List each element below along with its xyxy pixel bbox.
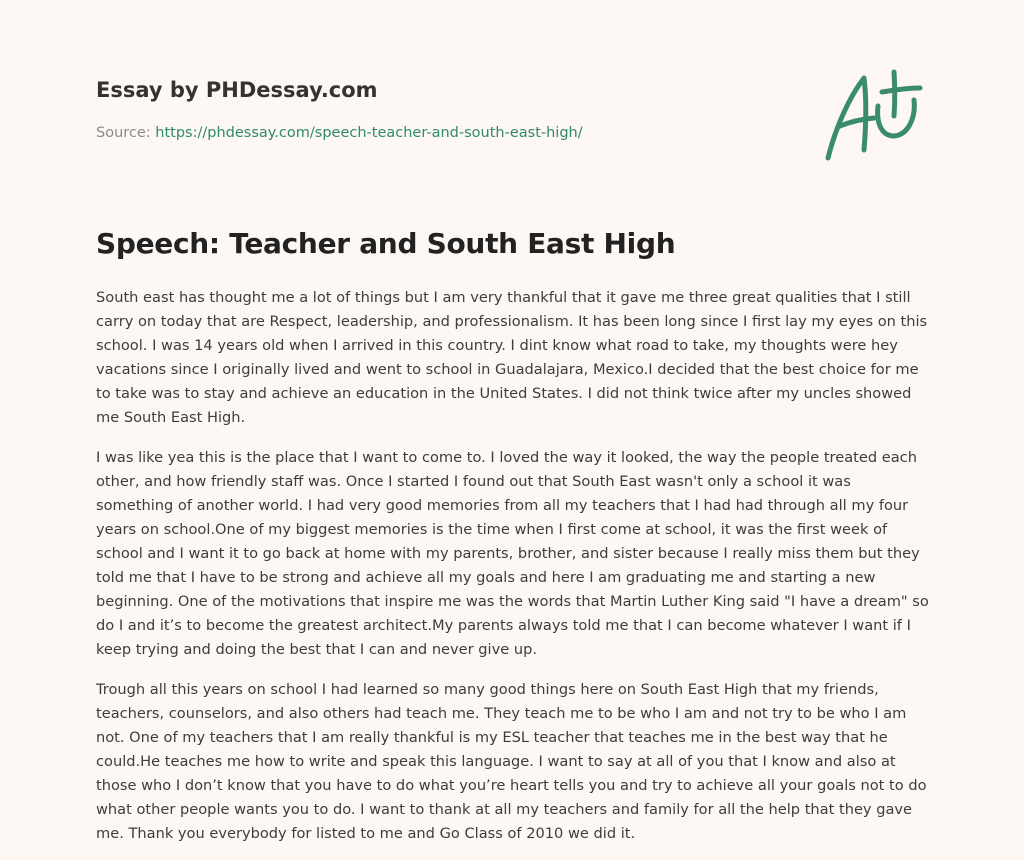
essay-paragraph: South east has thought me a lot of things but I am very thankful that it gave me three great qualities that I still carry on today that are Respect, leadership, and professionalism. It has been long since I first lay my eyes on this school. I was 14 years old when I arrived in this country. I dint know what road to take, my thoughts were hey vacations since I originally lived and went to school in Guadalajara, Mexico.I decided that the best choice for me to take was to stay and achieve an education in the United States. I did not think twice after my uncles showed me South East High. [96,289,928,426]
essay-body [96,286,932,860]
source-line [96,123,583,143]
essay-paragraph: Trough all this years on school I had learned so many good things here on South East High that my friends, teachers, counselors, and also others had teach me. They teach me to be who I am and not try to be who I am not. One of my teachers that I am really thankful is my ESL teacher that teaches me in the best way that he could.He teaches me how to write and speak this language. I want to say at all of you that I know and also at those who I don’t know that you have to do what you’re heart tells you and try to achieve all your goals not to do what other people wants you to do. I want to thank at all my teachers and family for all the help that they gave me. Thank you everybody for listed to me and Go Class of 2010 we did it. [96,681,927,842]
essay-title: Speech: Teacher and South East High [96,227,676,260]
site-brand: Essay by PHDessay.com [96,78,378,102]
source-link[interactable]: https://phdessay.com/speech-teacher-and-south-east-high/ [155,125,583,141]
a-plus-logo-icon [820,64,930,168]
essay-paragraph: I was like yea this is the place that I want to come to. I loved the way it looked, the way the people treated each other, and how friendly staff was. Once I started I found out that South East wasn't only a school it was something of another world. I had very good memories from all my teachers that I had had through all my four years on school.One of my biggest memories is the time when I first come at school, it was the first week of school and I want it to go back at home with my parents, brother, and sister because I really miss them but they told me that I have to be strong and achieve all my goals and here I am graduating me and starting a new beginning. One of the motivations that inspire me was the words that Martin Luther King said "I have a dream" so do I and it’s to become the greatest architect.My parents always told me that I can become whatever I want if I keep trying and doing the best that I can and never give up. [96,449,929,658]
source-label: Source: [96,125,156,141]
